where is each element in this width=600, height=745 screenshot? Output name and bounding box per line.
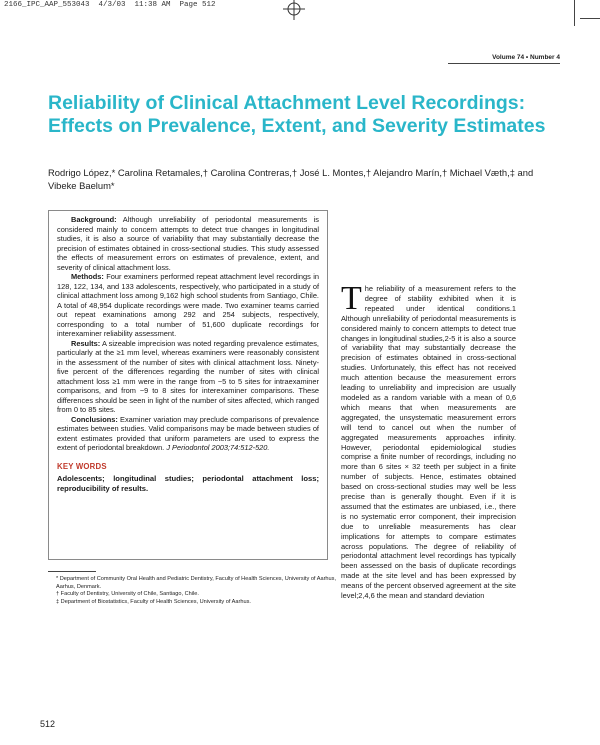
print-slug: 2166_IPC_AAP_553043 4/3/03 11:38 AM Page 512 [4, 1, 216, 9]
registration-mark-icon [283, 0, 305, 20]
conclusions-label: Conclusions: [71, 414, 118, 424]
affiliation-item: † Faculty of Dentistry, University of Chile, Santiago, Chile. [56, 591, 199, 597]
abstract-methods [57, 272, 319, 339]
author-list: Rodrigo López,* Carolina Retamales,† Carolina Contreras,† José L. Montes,† Alejandro Marín,† Michael Væth,‡ and Vibeke Baelum* [48, 167, 534, 191]
affiliation-rule [48, 571, 96, 572]
abstract-background [57, 215, 319, 272]
drop-cap: T [341, 280, 362, 317]
article-title: Reliability of Clinical Attachment Level Recordings: Effects on Prevalence, Extent, and Severity Estimates [48, 92, 546, 137]
background-label: Background: [71, 215, 117, 224]
abstract-conclusions [57, 415, 319, 453]
results-label: Results: [71, 338, 101, 348]
affiliations [56, 576, 346, 606]
header-rule [448, 63, 560, 64]
affiliation-item: * Department of Community Oral Health and Pediatric Dentistry, Faculty of Health Sciences, University of Aarhus, Aarhus, Denmark. [56, 576, 337, 590]
keywords-list: Adolescents; longitudinal studies; periodontal attachment loss; reproducibility of results. [57, 474, 319, 493]
abstract-box [48, 210, 328, 560]
abstract-results [57, 339, 319, 415]
conclusions-text: Examiner variation may preclude comparisons of prevalence estimates between studies. Valid comparisons may be made between studies of extent estimates provided that uniform parameters are used to express the extent of periodontal breakdown. [57, 414, 319, 452]
background-text: Although unreliability of periodontal measurements is considered mainly to concern attempts to detect true changes in longitudinal studies, it is also a source of variability that may substantially decrease the precision of estimates obtained in cross-sectional studies. This study assessed the effects of measurement errors on estimates of prevalence, extent, and severity of clinical attachment loss. [57, 215, 319, 272]
methods-label: Methods: [71, 272, 104, 281]
affiliation-item: ‡ Department of Biostatistics, Faculty of Health Sciences, University of Aarhus. [56, 598, 251, 605]
crop-mark [574, 0, 575, 26]
keywords-heading: KEY WORDS [57, 461, 107, 471]
methods-text: Four examiners performed repeat attachment level recordings in 128, 122, 134, and 133 adolescents, respectively, who participated in a study of clinical attachment loss among 9,162 high school students from Santiago, Chile. A total of 48,954 duplicate recordings were made. Two examiner teams carried out repeat examinations among 292 and 254 subjects, respectively, corresponding to a total number of 51,600 duplicate recordings for interexaminer reliability assessment. [57, 272, 319, 338]
body-column [341, 280, 516, 601]
citation: J Periodontol 2003;74:512-520. [166, 443, 270, 452]
page-number: 512 [40, 719, 56, 729]
crop-mark [580, 18, 600, 19]
body-text: he reliability of a measurement refers to the degree of stability exhibited when it is repeated under identical conditions.1 Although unreliability of periodontal measurements is considered mainly to concern attempts to detect true changes in longitudinal studies,2-5 it is also a source of variability that may substantially decrease the precision of estimates obtained in cross-sectional studies. Unfortunately, this effect has not received much attention because the measurement errors leading to unreliability and imprecision are usually modeled as a random variable with a mean of 0,6 which means that when measurements are aggregated, the unsystematic measurement errors will tend to cancel out when the number of aggregated measurements approaches infinity. However, periodontal epidemiological studies comprise a finite number of recordings, including no more than 6 sites × 32 teeth per subject in a finite number of subjects. Hence, estimates obtained based on cross-sectional studies may well be less precise than is generally thought. Even if it is assumed that the estimates are unbiased, i.e., there is no systematic error component, their imprecision due to unreliable measurements has clear implications for attempts to compare estimates across populations. The degree of reliability of periodontal attachment level recordings has typically been assessed on the basis of duplicate recordings made at the site level and has been expressed by means of the percent observed agreement at the site level;2,4,6 the mean and standard deviation [341, 284, 516, 601]
results-text: A sizeable imprecision was noted regarding prevalence estimates, particularly at the ≥1 mm level, whereas examiners were reasonably consistent in the assessment of the number of sites with clinical attachment loss. Ninety-five percent of the differences regarding the number of sites with clinical attachment loss ≥1 mm were in the range from −5 to 5 sites for intraexaminer comparisons, and from −9 to 8 sites for interexaminer comparisons. These differences should be seen in light of the number of sites affected, which ranged from 0 to 85 sites. [57, 338, 319, 414]
running-header: Volume 74 • Number 4 [492, 54, 560, 61]
